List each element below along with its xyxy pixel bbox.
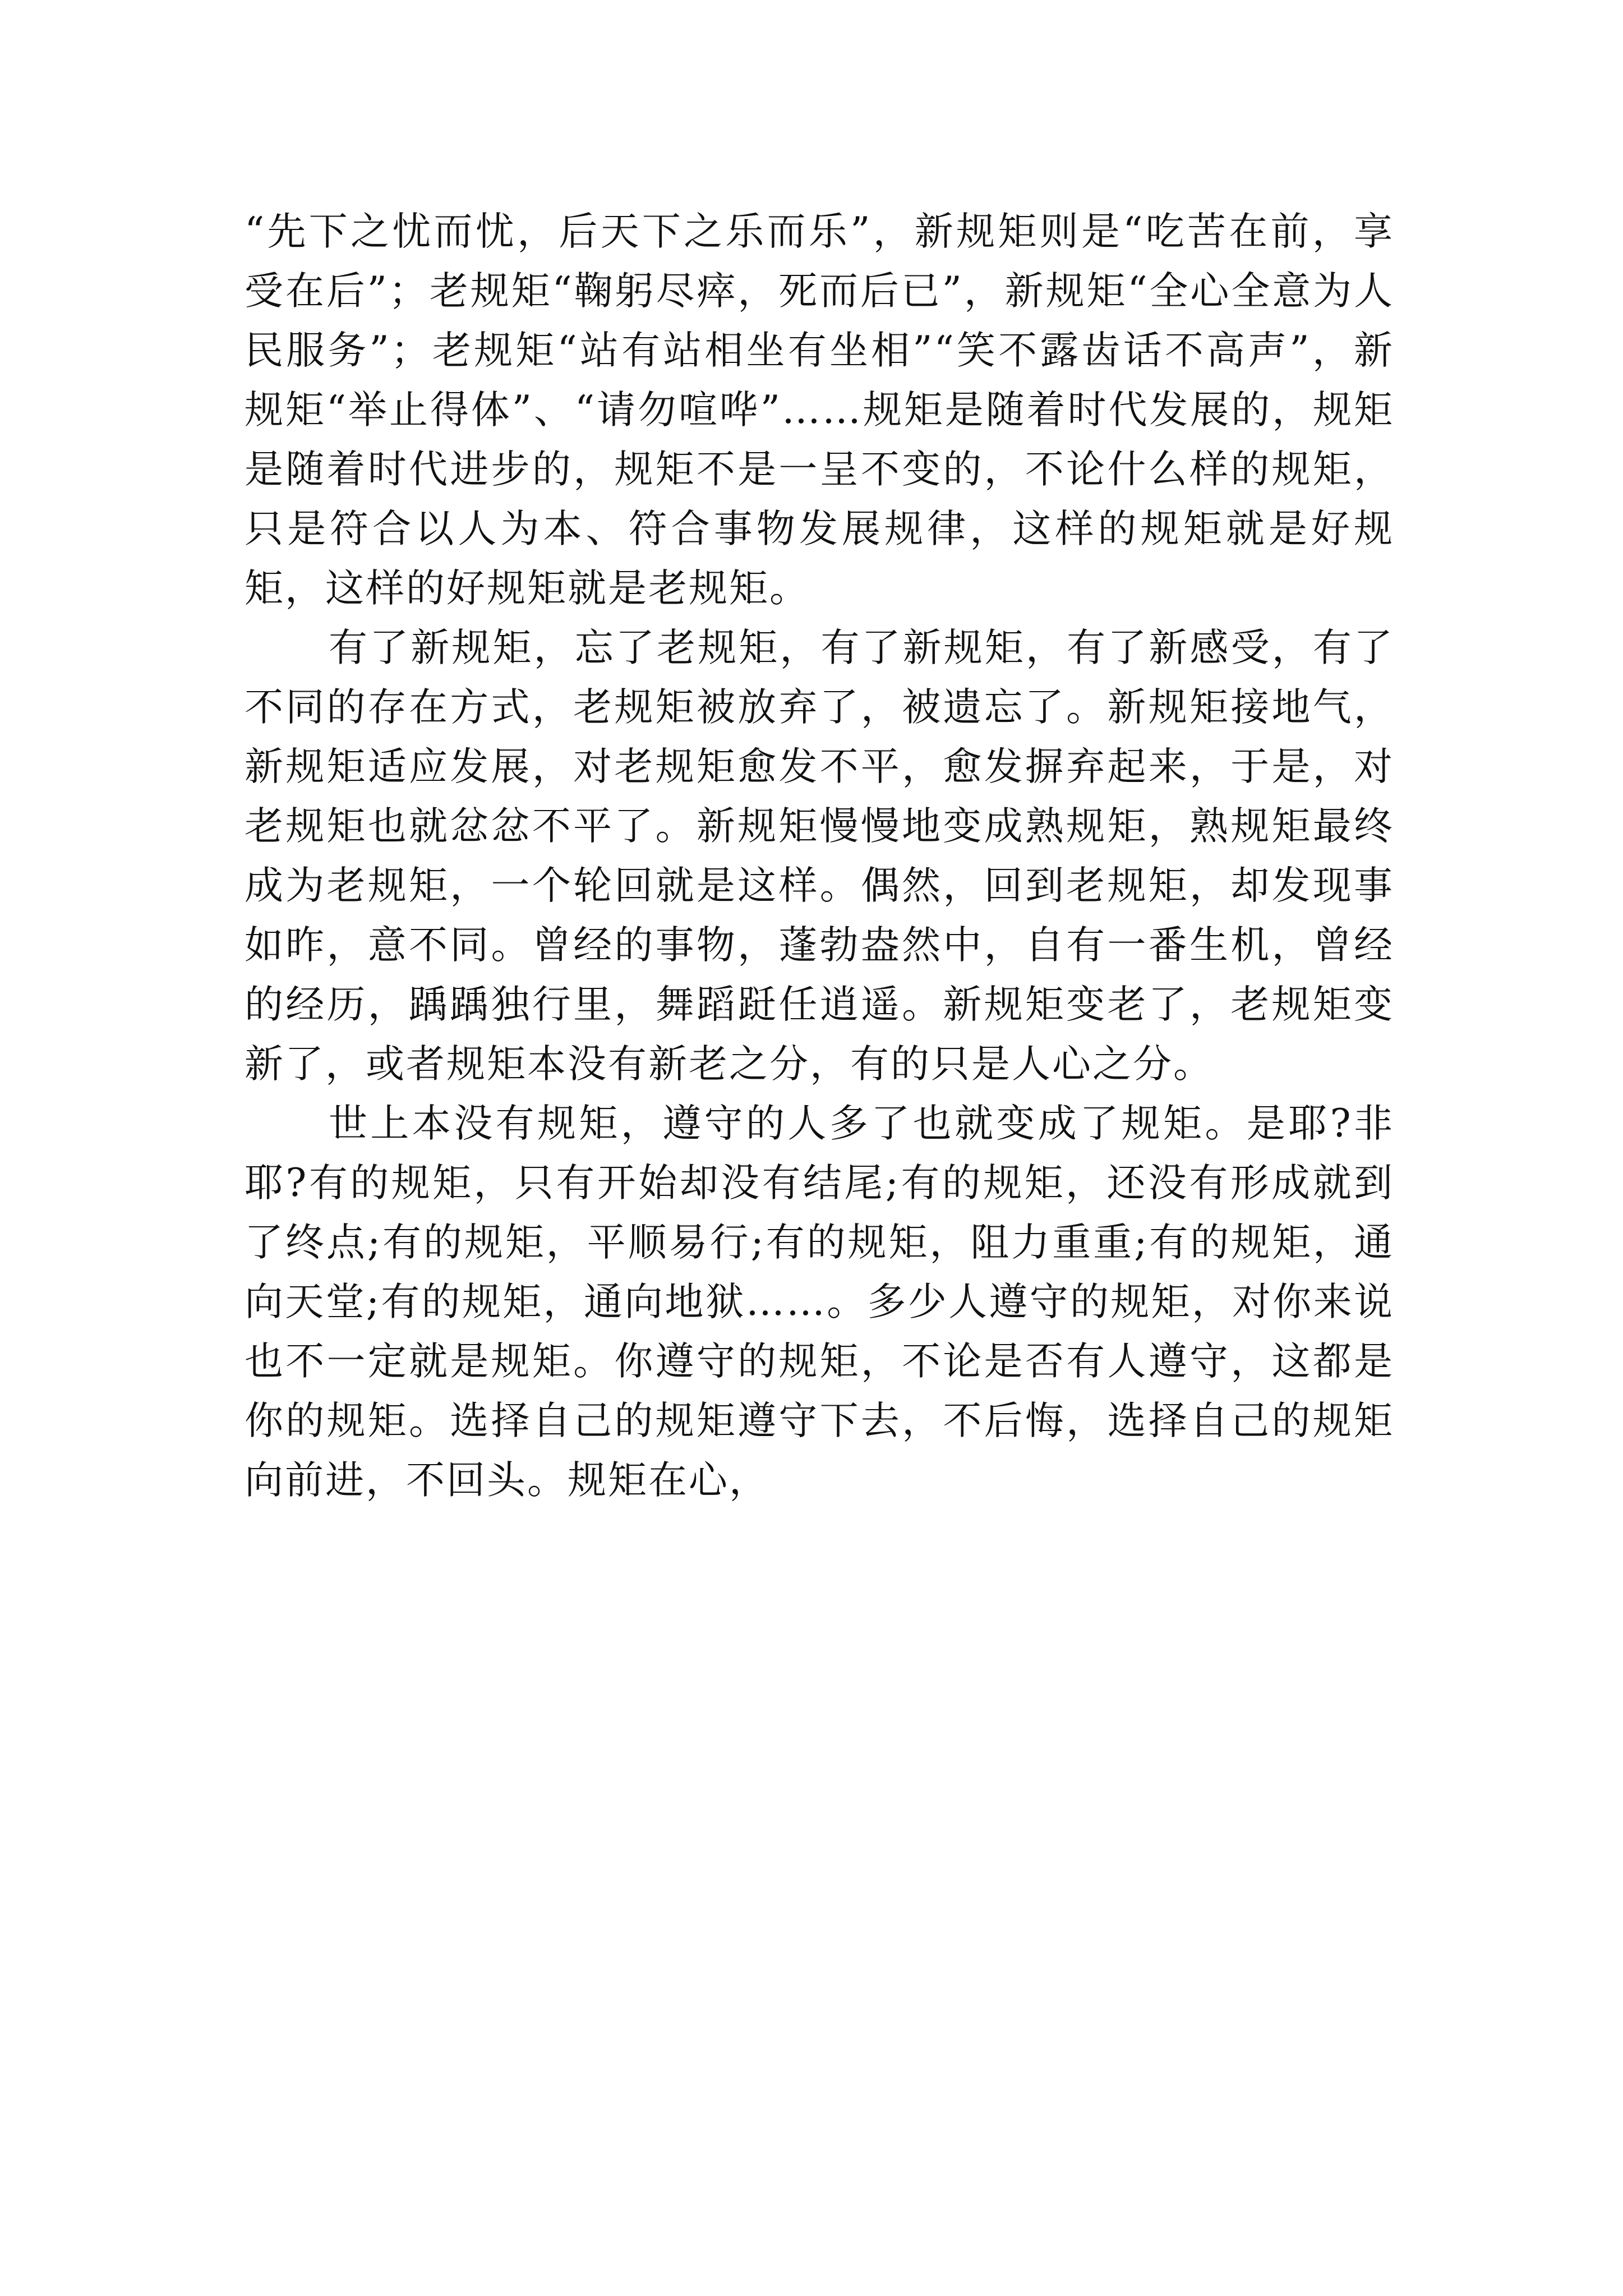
paragraph-3: 世上本没有规矩，遵守的人多了也就变成了规矩。是耶?非耶?有的规矩，只有开始却没有结尾;有的规矩，还没有形成就到了终点;有的规矩，平顺易行;有的规矩，阻力重重;有的规矩，通向天堂;有的规矩，通向地狱……。多少人遵守的规矩，对你来说也不一定就是规矩。你遵守的规矩，不论是否有人遵守，这都是你的规矩。选择自己的规矩遵守下去，不后悔，选择自己的规矩向前进，不回头。规矩在心， <box>245 1101 1394 1503</box>
paragraph-1: “先下之忧而忧，后天下之乐而乐”，新规矩则是“吃苦在前，享受在后”；老规矩“鞠躬尽瘁，死而后已”，新规矩“全心全意为人民服务”；老规矩“站有站相坐有坐相”“笑不露齿话不高声”，新规矩“举止得体”、“请勿喧哗”……规矩是随着时代发展的，规矩是随着时代进步的，规矩不是一呈不变的，不论什么样的规矩，只是符合以人为本、符合事物发展规律，这样的规矩就是好规矩，这样的好规矩就是老规矩。 <box>245 209 1394 611</box>
document-body <box>245 202 1394 1510</box>
paragraph-2: 有了新规矩，忘了老规矩，有了新规矩，有了新感受，有了不同的存在方式，老规矩被放弃了，被遗忘了。新规矩接地气，新规矩适应发展，对老规矩愈发不平，愈发摒弃起来，于是，对老规矩也就忿忿不平了。新规矩慢慢地变成熟规矩，熟规矩最终成为老规矩，一个轮回就是这样。偶然，回到老规矩，却发现事如昨，意不同。曾经的事物，蓬勃盎然中，自有一番生机，曾经的经历，踽踽独行里，舞蹈跹任逍遥。新规矩变老了，老规矩变新了，或者规矩本没有新老之分，有的只是人心之分。 <box>245 625 1394 1087</box>
